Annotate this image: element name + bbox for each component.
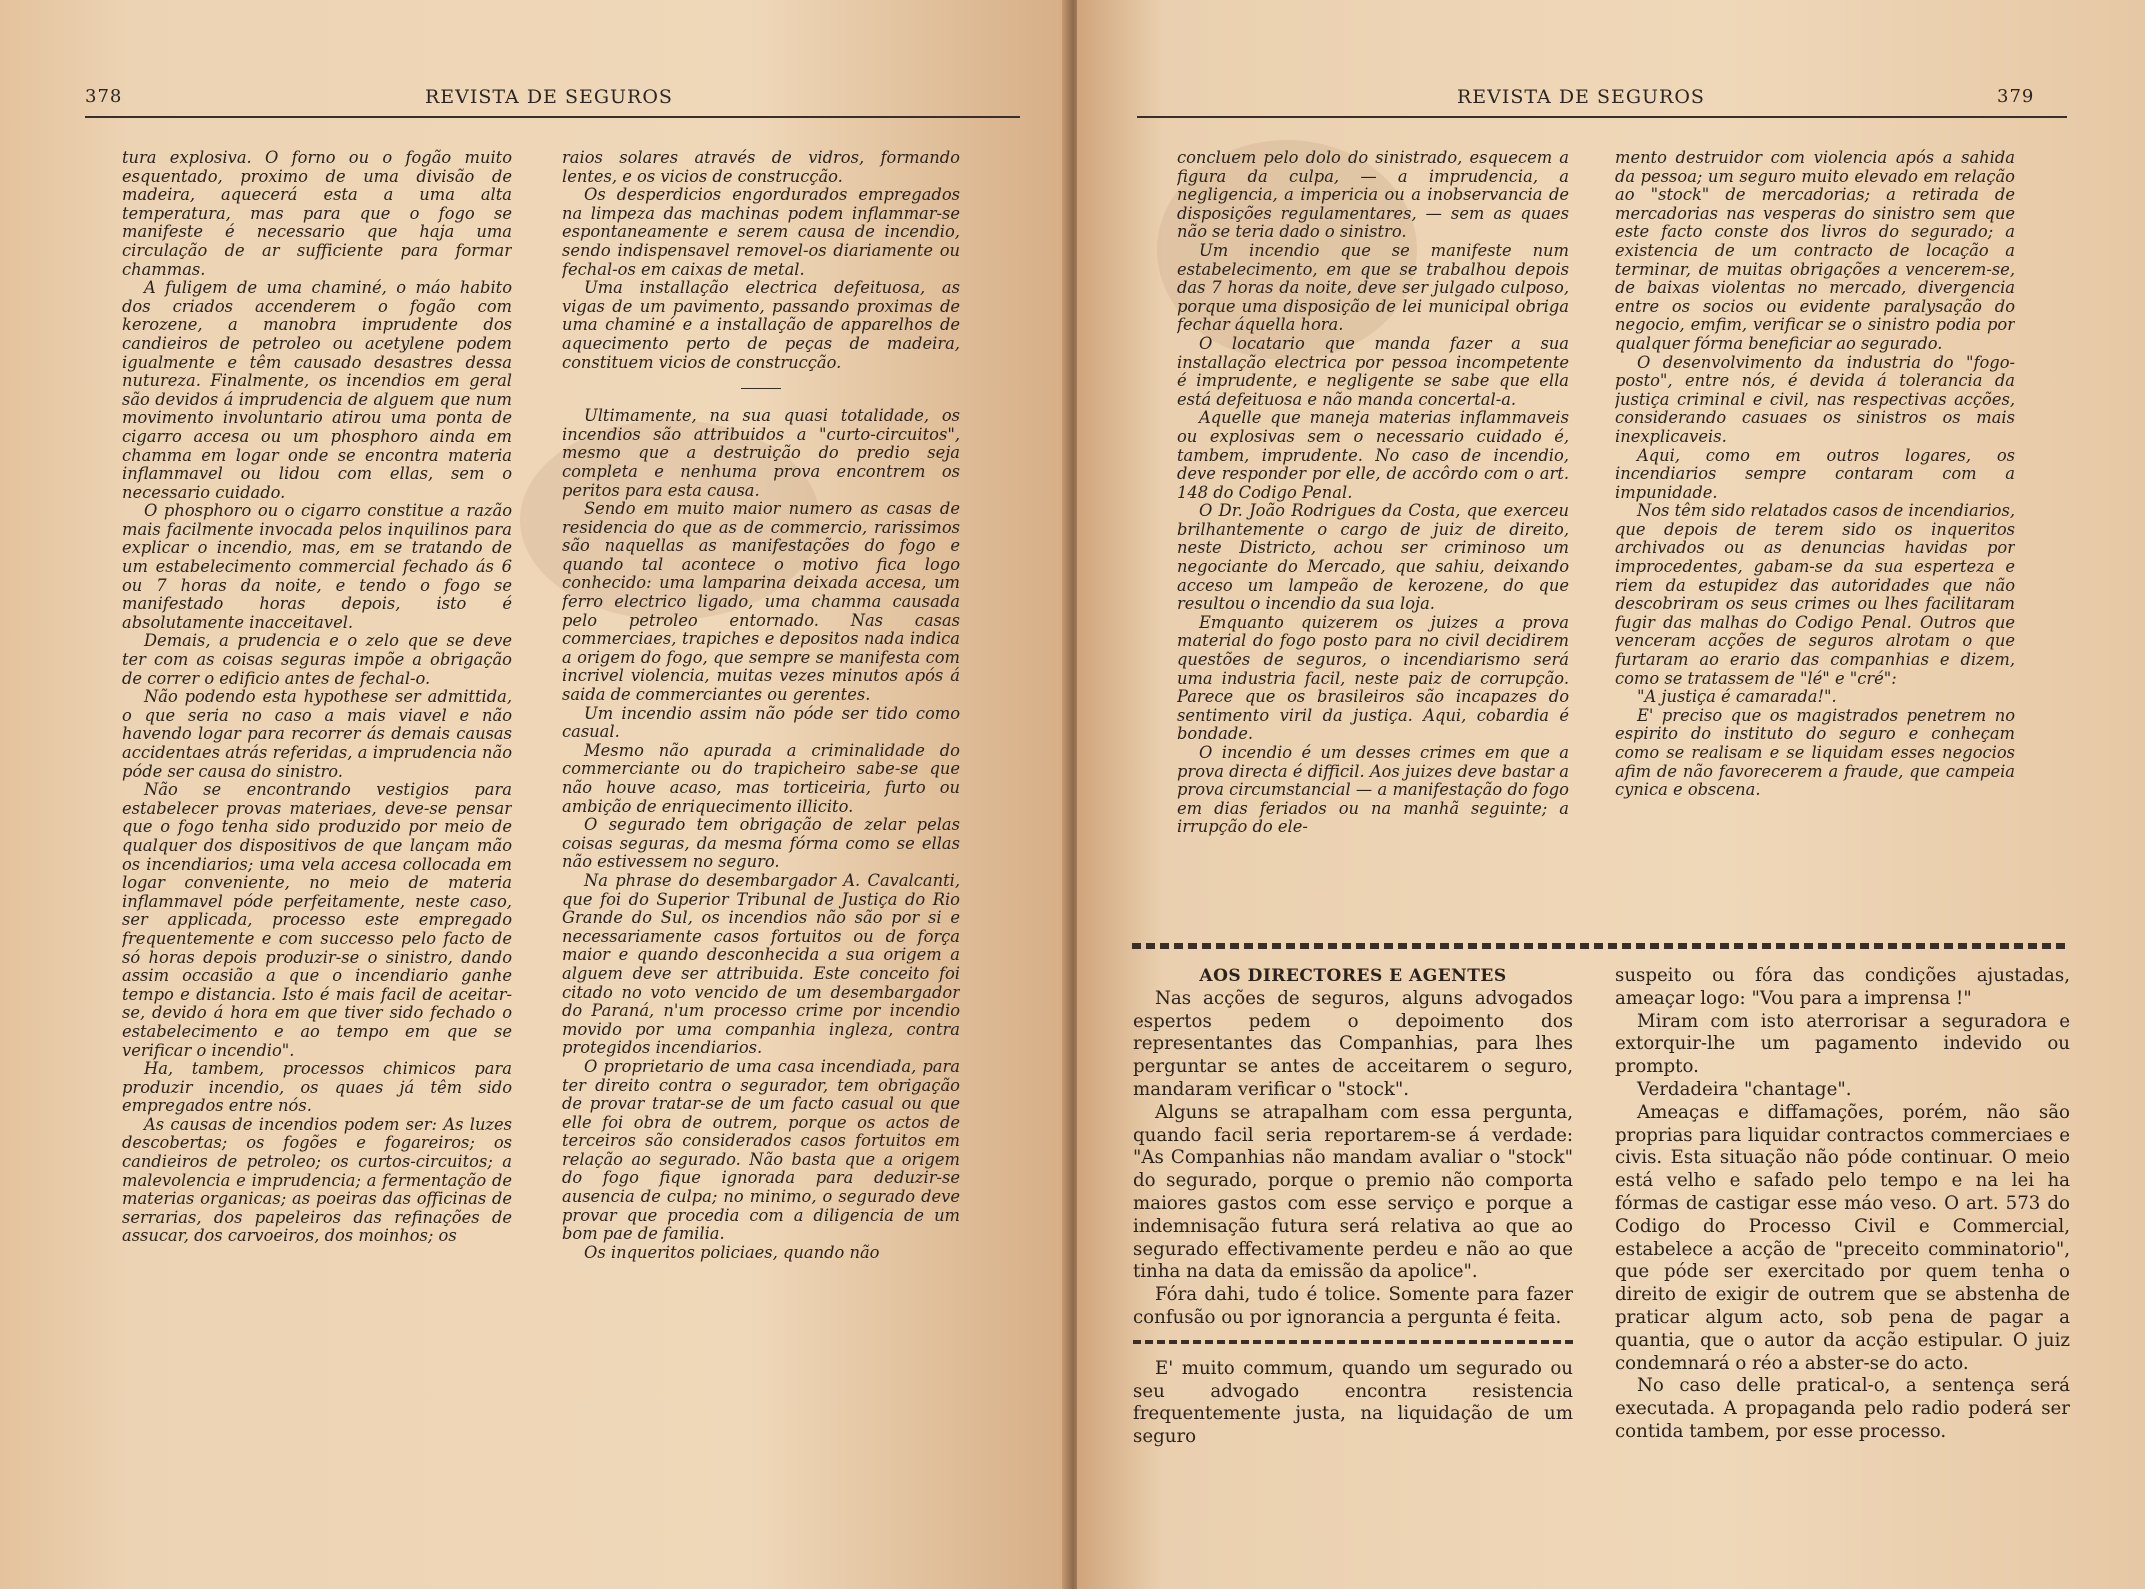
paragraph: Verdadeira "chantage". — [1637, 1078, 1852, 1100]
paragraph: No caso delle pratical-o, a sentença será executada. A propaganda pelo radio poderá ser contida tambem, por esse processo. — [1615, 1375, 2070, 1442]
right-column-2-top — [1615, 149, 2015, 919]
paragraph: "A justiça é camarada!". — [1637, 687, 1837, 707]
left-page — [0, 0, 1068, 1589]
paragraph: Nas acções de seguros, alguns advogados espertos pedem o depoimento dos representantes das Companhias, para lhes perguntar se antes de acceitarem o seguro, mandaram verificar o "stock". — [1133, 987, 1573, 1100]
paragraph: Na phrase do desembargador A. Cavalcanti, que foi do Superior Tribunal de Justiça do Rio Grande do Sul, os incendios não são por si e necessariamente casos fortuitos ou de força maior e quando desconhecida a sua origem a alguem deve ser attribuida. Este conceito foi citado no voto vencido de um desembargador do Paraná, n'um processo crime por incendio movido por uma companhia ingleza, contra protegidos incendiarios. — [562, 870, 960, 1058]
paragraph: As causas de incendios podem ser: As luzes descobertas; os fogões e fogareiros; os candieiros de petroleo; os curtos-circuitos; a malevolencia e imprudencia; a fermentação de materias organicas; as poeiras das officinas de serrarias, dos papeleiros das refinações de assucar, dos carvoeiros, dos moinhos; os — [122, 1114, 512, 1246]
paragraph: Não podendo esta hypothese ser admittida, o que seria no caso a mais viavel e não havendo logar para recorrer ás demais causas accidentaes atrás referidas, a imprudencia não póde ser causa do sinistro. — [122, 687, 512, 781]
paragraph: Alguns se atrapalham com essa pergunta, quando facil seria reportarem-se á verdade: "As Companhias não mandam avaliar o "stock" do segurado, porque o premio não comporta maiores gastos com esse serviço e porque a indemnisação futura será relativa ao que ao segurado effectivamente perdeu e não ao que tinha na data da emissão da apolice". — [1133, 1101, 1573, 1283]
paragraph: Uma installação electrica defeituosa, as vigas de um pavimento, passando proximas de uma chaminé e a installação de apparelhos de aquecimento perto de peças de madeira, constituem vicios de construcção. — [562, 278, 960, 372]
paragraph: Um incendio assim não póde ser tido como casual. — [562, 703, 960, 742]
paragraph: Ultimamente, na sua quasi totalidade, os incendios são attribuidos a "curto-circuitos", mesmo que a destruição do predio seja completa e nenhuma prova encontrem os peritos para esta causa. — [562, 406, 960, 500]
paragraph: O proprietario de uma casa incendiada, para ter direito contra o segurador, tem obrigação de provar tratar-se de um facto casual ou que elle foi obra de outrem, porque os actos de terceiros são considerados casos fortuitos em relação ao segurado. Não basta que a origem do fogo fique ignorada para deduzir-se ausencia de culpa; no minimo, o segurado deve provar que procedia com a diligencia de um bom pae de familia. — [562, 1056, 960, 1244]
paragraph: concluem pelo dolo do sinistrado, esquecem a figura da culpa, — a imprudencia, a negligencia, a impericia ou a inobservancia de disposições regulamentares, — sem as quaes não se teria dado o sinistro. — [1177, 149, 1569, 242]
paragraph: Ameaças e diffamações, porém, não são proprias para liquidar contractos commerciaes e civis. Esta situação não póde continuar. O meio está velho e safado pelo tempo e na lei ha fórmas de castigar esse máo veso. O art. 573 do Codigo do Processo Civil e Commercial, estabelece a acção de "preceito comminatorio", que póde ser exercitado por quem tenha o direito de exigir de outrem que se abstenha de praticar algum acto, sob pena de pagar a quantia, que o autor da acção estipular. O juiz condemnará o réo a abster-se do acto. — [1615, 1101, 2070, 1374]
paragraph: Não se encontrando vestigios para estabelecer provas materiaes, deve-se pensar que o fogo tenha sido produzido por meio de qualquer dos dispositivos de que lançam mão os incendiarios; uma vela accesa collocada em logar conveniente, no meio de materia inflammavel póde perfeitamente, neste caso, ser applicada, processo este empregado frequentemente e com successo pelo facto de só horas depois produzir-se o sinistro, dando assim occasião a que o incendiario ganhe tempo e distancia. Isto é mais facil de aceitar-se, devido á hora em que tiver sido fechado o estabelecimento e ao tempo em que se verificar o incendio". — [122, 780, 512, 1060]
right-page-header — [1077, 86, 2145, 120]
page-number: 379 — [1997, 86, 2035, 107]
paragraph: Mesmo não apurada a criminalidade do commerciante ou do trapicheiro sabe-se que não houve acaso, mas torticeiria, furto ou ambição de enriquecimento illicito. — [562, 740, 960, 816]
paragraph: mento destruidor com violencia após a sahida da pessoa; um seguro muito elevado em relação ao "stock" de mercadorias; a retirada de mercadorias nas vesperas do sinistro sem que este facto conste dos livros do segurado; a existencia de um contracto de locação a terminar, de muitas obrigações a vencerem-se, de baixas violentas no mercado, divergencia entre os socios ou evidente paralysação do negocio, emfim, verificar se o sinistro podia por qualquer fórma beneficiar ao segurado. — [1615, 149, 2015, 353]
article-title: AOS DIRECTORES E AGENTES — [1199, 966, 1507, 986]
paragraph: tura explosiva. O forno ou o fogão muito esquentado, proximo de uma divisão de madeira, aquecerá esta a uma alta temperatura, mas para que o fogo se manifeste é necessario que haja uma circulação de ar sufficiente para formar chammas. — [122, 149, 512, 279]
paragraph: O locatario que manda fazer a sua installação electrica por pessoa incompetente é imprudente, e negligente se sabe que ella está defeituosa e não manda concertal-a. — [1177, 333, 1569, 409]
right-column-1-top — [1177, 149, 1569, 919]
header-rule — [85, 116, 1020, 118]
section-divider — [1132, 943, 2067, 949]
paragraph: O phosphoro ou o cigarro constitue a razão mais facilmente invocada pelos inquilinos para explicar o incendio, mas, em se tratando de um estabelecimento commercial fechado ás 6 ou 7 horas da noite, e tendo o fogo se manifestado horas depois, isto é absolutamente inacceitavel. — [122, 501, 512, 632]
paragraph: Aqui, como em outros logares, os incendiarios sempre contaram com a impunidade. — [1615, 445, 2015, 502]
paragraph: Um incendio que se manifeste num estabelecimento, em que se trabalhou depois das 7 horas da noite, deve ser julgado culposo, porque uma disposição de lei municipal obriga fechar áquella hora. — [1177, 240, 1569, 335]
paragraph: O desenvolvimento da industria do "fogo-posto", entre nós, é devida á tolerancia da justiça criminal e civil, nas respectivas acções, considerando casuaes os sinistros os mais inexplicaveis. — [1615, 352, 2015, 446]
paragraph: Emquanto quizerem os juizes a prova material do fogo posto para no civil decidirem questões de seguros, o incendiarismo será uma industria facil, neste paiz de corrupção. Parece que os brasileiros são incapazes do sentimento viril da justiça. Aqui, cobardia é bondade. — [1177, 612, 1569, 744]
paragraph: A fuligem de uma chaminé, o máo habito dos criados accenderem o fogão com kerozene, a manobra imprudente dos candieiros de petroleo ou acetylene podem igualmente e têm causado desastres dessa nutureza. Finalmente, os incendios em geral são devidos á imprudencia de alguem que num movimento involuntario atirou uma ponta de cigarro accesa ou um phosphoro ainda em chamma em logar onde se encontra materia inflammavel ou lidou com ellas, sem o necessario cuidado. — [122, 278, 512, 502]
paragraph: Fóra dahi, tudo é tolice. Somente para fazer confusão ou por ignorancia a pergunta é feita. — [1133, 1284, 1573, 1328]
paragraph: O incendio é um desses crimes em que a prova directa é difficil. Aos juizes deve bastar a prova circumstancial — a manifestação do fogo em dias feriados ou na manhã seguinte; a irrupção do ele- — [1177, 743, 1569, 837]
paragraph: raios solares através de vidros, formando lentes, e os vicios de construcção. — [562, 149, 960, 186]
header-rule — [1137, 116, 2067, 118]
left-column-2 — [562, 149, 960, 1459]
paragraph: O segurado tem obrigação de zelar pelas coisas seguras, da mesma fórma como se ellas não estivessem no seguro. — [562, 815, 960, 872]
paragraph: E' muito commum, quando um segurado ou seu advogado encontra resistencia frequentemente justa, na liquidação de um seguro — [1133, 1357, 1573, 1448]
running-title: REVISTA DE SEGUROS — [1457, 86, 1705, 108]
right-page — [1077, 0, 2145, 1589]
paragraph: Os inqueritos policiaes, quando não — [584, 1242, 880, 1262]
left-page-header — [0, 86, 1068, 120]
left-column-1 — [122, 149, 512, 1459]
paragraph: suspeito ou fóra das condições ajustadas, ameaçar logo: "Vou para a imprensa !" — [1615, 965, 2070, 1009]
paragraph: Sendo em muito maior numero as casas de residencia do que as de commercio, rarissimos são naquellas as manifestações do fogo e quando tal acontece o motivo fica logo conhecido: uma lamparina deixada accesa, um ferro electrico ligado, uma chamma causada pelo petroleo entornado. Nas casas commerciaes, trapiches e depositos nada indica a origem do fogo, que sempre se manifesta com incrivel violencia, muitas vezes minutos após á saida de commerciantes ou gerentes. — [562, 499, 960, 705]
paragraph: Os desperdicios engordurados empregados na limpeza das machinas podem inflammar-se espontaneamente e serem causa de incendio, sendo indispensavel removel-os diariamente ou fechal-os em caixas de metal. — [562, 185, 960, 279]
paragraph: Aquelle que maneja materias inflammaveis ou explosivas sem o necessario cuidado é, tambem, imprudente. No caso de incendio, deve responder por elle, de accôrdo com o art. 148 do Codigo Penal. — [1177, 408, 1569, 502]
article-divider — [1133, 1340, 1573, 1344]
page-number: 378 — [85, 86, 123, 107]
paragraph: E' preciso que os magistrados penetrem no espirito do instituto do seguro e conheçam como se realisam e se liquidam esses negocios afim de não favorecerem a fraude, que campeia cynica e obscena. — [1615, 705, 2015, 800]
paragraph: Ha, tambem, processos chimicos para produzir incendio, os quaes já têm sido empregados entre nós. — [122, 1059, 512, 1116]
section-separator — [741, 388, 781, 389]
paragraph: Demais, a prudencia e o zelo que se deve ter com as coisas seguras impõe a obrigação de correr o edificio antes de fechal-o. — [122, 631, 512, 688]
paragraph: O Dr. João Rodrigues da Costa, que exerceu brilhantemente o cargo de juiz de direito, neste Districto, achou ser criminoso um negociante do Mercado, que sahiu, deixando acceso um lampeão de kerozene, do que resultou o incendio da sua loja. — [1177, 501, 1569, 614]
right-column-1-bottom — [1133, 965, 1573, 1505]
paragraph: Nos têm sido relatados casos de incendiarios, que depois de terem sido os inqueritos archivados ou as denuncias havidas por improcedentes, gabam-se da sua esperteza e riem da estupidez das autoridades que não descobriram os seus crimes ou lhes facilitaram fugir das malhas do Codigo Penal. Outros que venceram acções de seguros alrotam o que furtaram ao erario das companhias e dizem, como se tratassem de "lé" e "cré": — [1615, 501, 2015, 688]
running-title: REVISTA DE SEGUROS — [425, 86, 673, 108]
right-column-2-bottom — [1615, 965, 2070, 1505]
paragraph: Miram com isto aterrorisar a seguradora e extorquir-lhe um pagamento indevido ou prompto. — [1615, 1010, 2070, 1078]
